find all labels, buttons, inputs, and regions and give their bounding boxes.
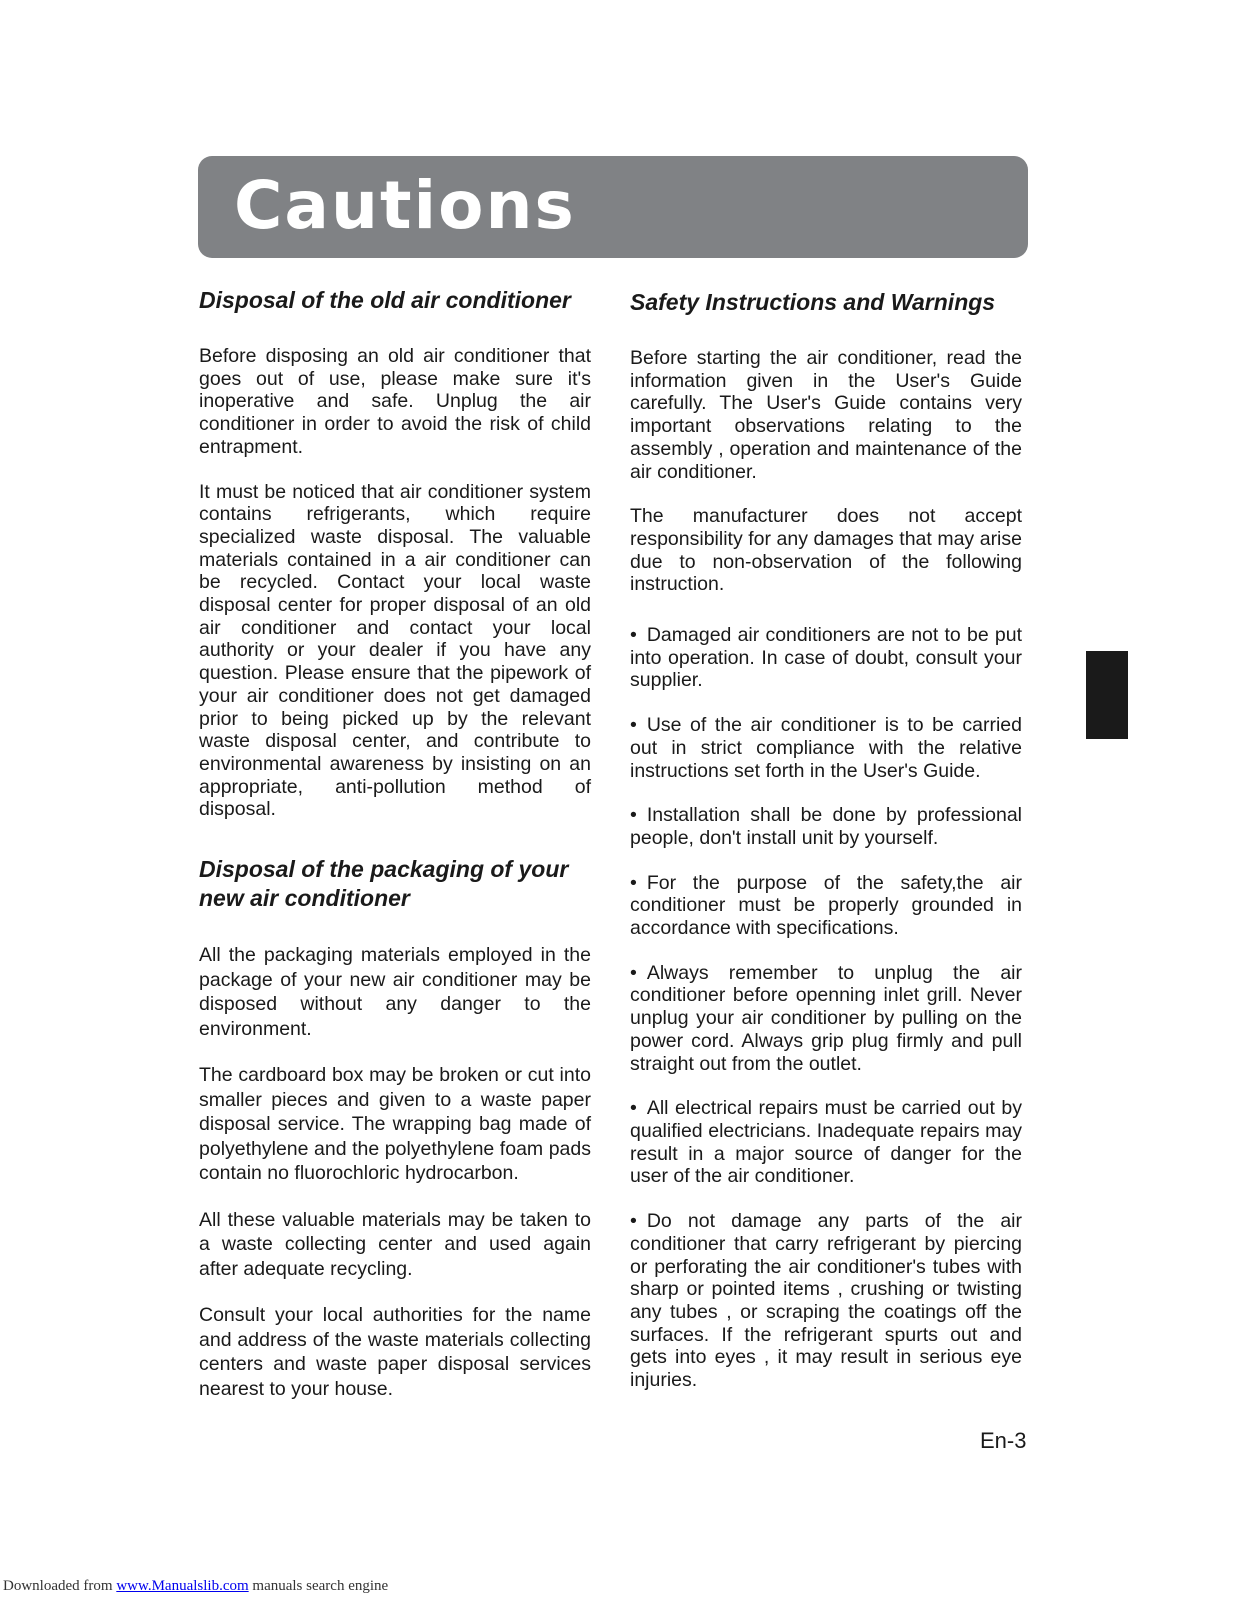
bullet-item: • All electrical repairs must be carried out by qualified electricians. Inadequate repairs may result in a major source of danger for the user of the air conditioner. <box>630 1097 1022 1188</box>
bullet-icon: • <box>630 714 637 737</box>
paragraph: The manufacturer does not accept responsibility for any damages that may arise due to non-observation of the following instruction. <box>630 505 1022 596</box>
bullet-icon: • <box>630 804 637 827</box>
heading-line: Disposal of the packaging of your <box>199 856 569 883</box>
bullet-icon: • <box>630 871 637 894</box>
bullet-item: • For the purpose of the safety,the air conditioner must be properly grounded in accordance with specifications. <box>630 871 1022 940</box>
bullet-icon: • <box>630 1210 637 1233</box>
section-tab-marker <box>1086 651 1128 739</box>
section-heading-old-ac: Disposal of the old air conditioner <box>199 287 571 313</box>
bullet-icon: • <box>630 624 637 647</box>
right-column <box>630 288 1022 1392</box>
paragraph: It must be noticed that air conditioner system contains refrigerants, which require specialized waste disposal. The valuable materials contained in a air conditioner can be recycled. Contact your local waste disposal center for proper disposal of an old air conditioner and contact your local authority or your dealer if you have any question. Please ensure that the pipework of your air conditioner does not get damaged prior to being picked up by the relevant waste disposal center, and contribute to environmental awareness by insisting on an appropriate, anti-pollution method of disposal. <box>199 480 591 821</box>
bullet-item: • Always remember to unplug the air conditioner before openning inlet grill. Never unplug your air conditioner by pulling on the power cord. Always grip plug firmly and pull straight out from the outlet. <box>630 961 1022 1075</box>
paragraph: All these valuable materials may be taken to a waste collecting center and used again after adequate recycling. <box>199 1208 591 1280</box>
heading-line: new air conditioner <box>199 885 410 912</box>
bullet-item: • Use of the air conditioner is to be carried out in strict compliance with the relative instructions set forth in the User's Guide. <box>630 714 1022 782</box>
paragraph: Before disposing an old air conditioner that goes out of use, please make sure it's inoperative and safe. Unplug the air conditioner in order to avoid the risk of child entrapment. <box>199 345 591 458</box>
bullet-item: • Installation shall be done by professional people, don't install unit by yourself. <box>630 804 1022 849</box>
bullet-icon: • <box>630 961 637 984</box>
section-heading-packaging <box>199 855 591 913</box>
bullet-item: • Do not damage any parts of the air conditioner that carry refrigerant by piercing or perforating the air conditioner's tubes with sharp or pointed items , crushing or twisting any tubes , or scraping the coatings off the surfaces. If the refrigerant spurts out and gets into eyes , it may result in serious eye injuries. <box>630 1210 1022 1392</box>
paragraph: All the packaging materials employed in the package of your new air conditioner may be disposed without any danger to the environment. <box>199 944 591 1040</box>
footer-prefix: Downloaded from <box>3 1578 117 1594</box>
download-footer <box>3 1578 388 1595</box>
page-number: En-3 <box>980 1428 1027 1453</box>
section-heading-safety: Safety Instructions and Warnings <box>630 289 996 315</box>
left-column <box>199 286 591 1401</box>
footer-suffix: manuals search engine <box>248 1578 389 1594</box>
paragraph: The cardboard box may be broken or cut into smaller pieces and given to a waste paper disposal service. The wrapping bag made of polyethylene and the polyethylene foam pads contain no fluorochloric hydrocarbon. <box>199 1064 591 1185</box>
paragraph: Before starting the air conditioner, read the information given in the User's Guide carefully. The User's Guide contains very important observations relating to the assembly , operation and maintenance of the air conditioner. <box>630 347 1022 483</box>
bullet-icon: • <box>630 1097 637 1120</box>
manualslib-link[interactable]: www.Manualslib.com <box>116 1578 249 1594</box>
paragraph: Consult your local authorities for the name and address of the waste materials collecting centers and waste paper disposal services nearest to your house. <box>199 1304 591 1400</box>
bullet-item: • Damaged air conditioners are not to be put into operation. In case of doubt, consult your supplier. <box>630 624 1022 692</box>
header-banner <box>198 156 1028 258</box>
page-title: Cautions <box>234 167 576 244</box>
